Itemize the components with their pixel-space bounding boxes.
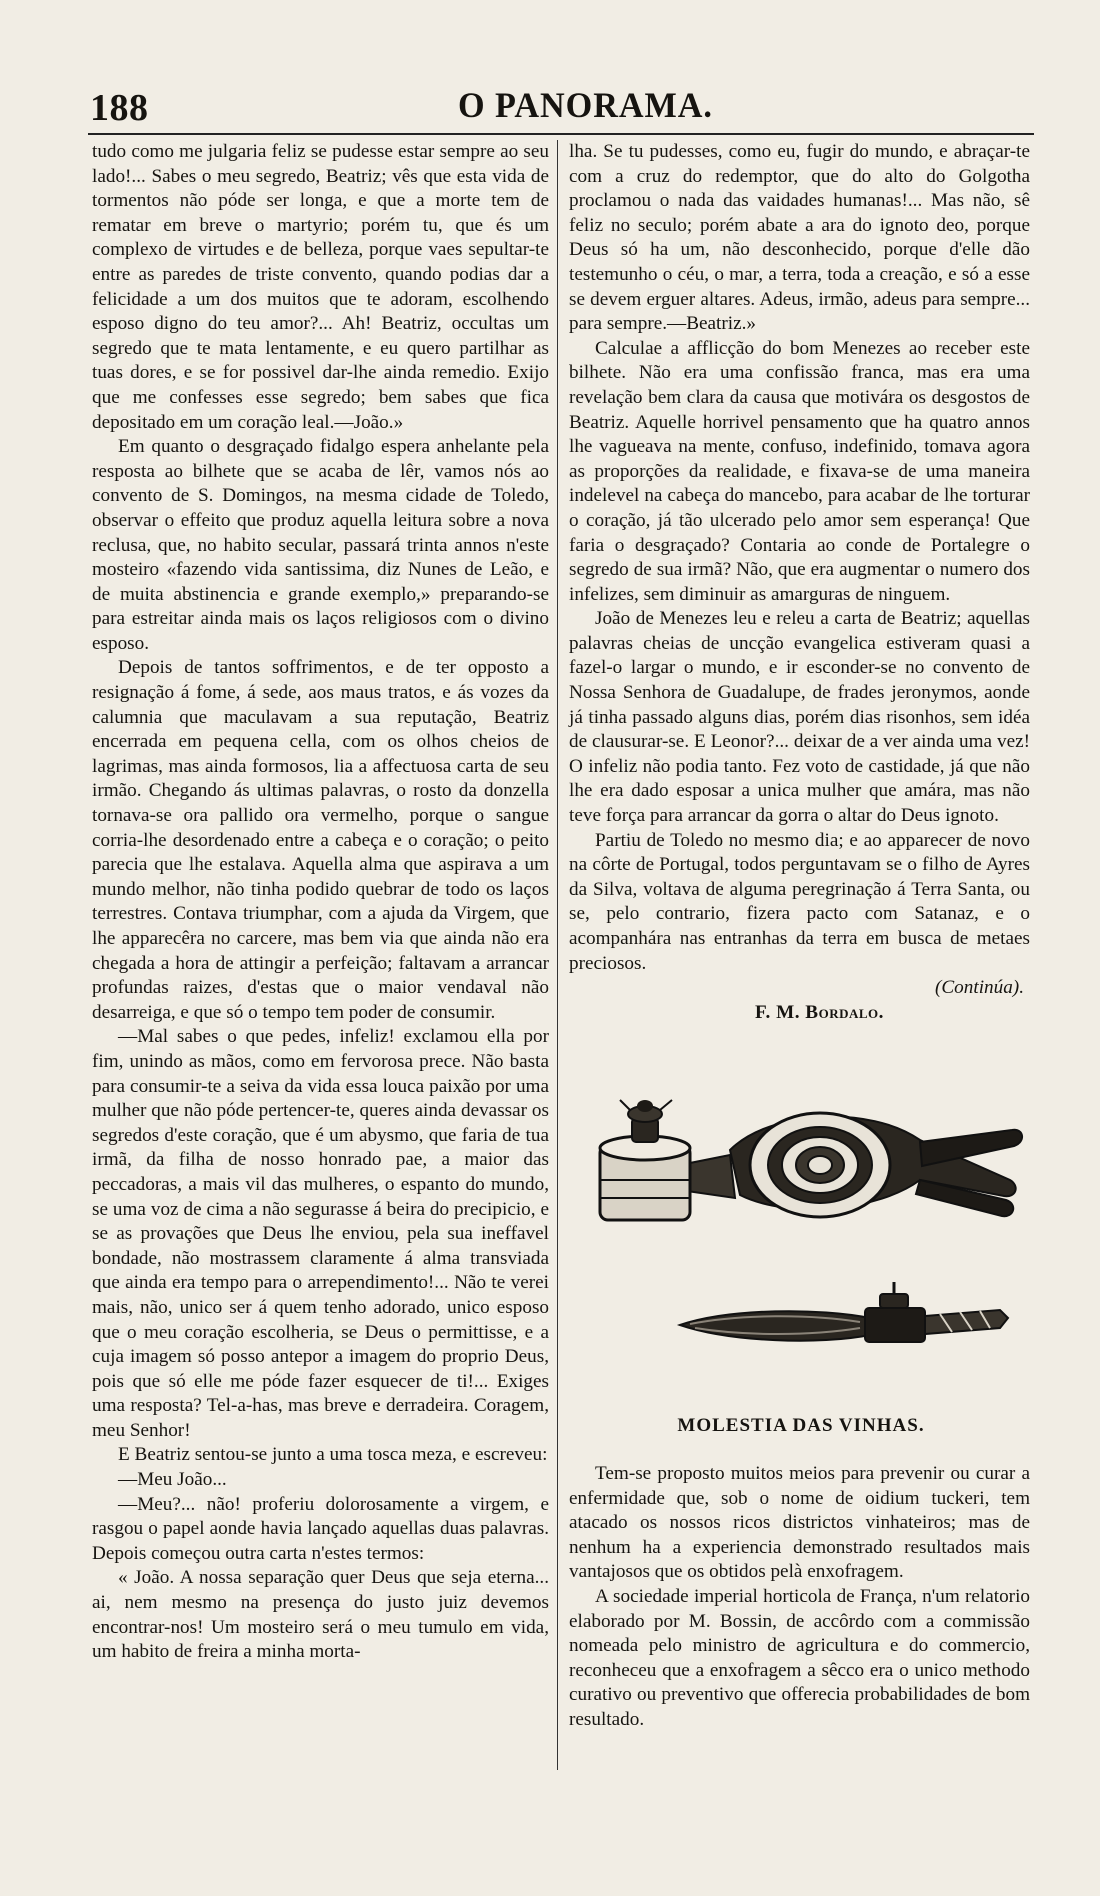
paragraph: Calculae a afflicção do bom Menezes ao receber este bilhete. Não era uma confissão franca, mas era uma revelação bem clara da causa que motivára os desgostos de Beatriz. Aquelle horrivel pensamento que ha quatro annos lhe vagueava na mente, confuso, indefinido, tomava agora as proporções da realidade, e fixava-se de uma maneira indelevel na cabeça do mancebo, para acabar de lhe torturar o coração, já tão ulcerado pelo amor sem esperança! Que faria o desgraçado? Contaria ao conde de Portalegre o segredo de sua irmã? Não, que era augmentar o numero dos infelizes, sem diminuir as amarguras de ninguem. [569,337,1030,605]
paragraph: « João. A nossa separação quer Deus que seja eterna... ai, nem mesmo na presença do justo juiz devemos encontrar-nos! Um mosteiro será o meu tumulo em vida, um habito de freira a minha morta- [92,1567,549,1663]
page-number: 188 [90,87,149,129]
continua-note: (Continúa). [934,977,1024,999]
paragraph: Partiu de Toledo no mesmo dia; e ao apparecer de novo na côrte de Portugal, todos perguntavam se o filho de Ayres da Silva, voltava de alguma peregrinação á Terra Santa, ou se, pelo contrario, fizera pacto com Satanaz, e o acompanhára nas entranhas da terra em busca de metaes preciosos. [569,829,1030,974]
paragraph: E Beatriz sentou-se junto a uma tosca meza, e escreveu: [118,1444,548,1466]
sulfur-bellows-illustration [580,1070,1030,1370]
illustration-caption: MOLESTIA DAS VINHAS. [677,1415,925,1436]
paragraph: lha. Se tu pudesses, como eu, fugir do mundo, e abraçar-te com a cruz do redemptor, que do alto do Golgotha proclamou o nada das vaidades humanas!... Mas não, sê feliz no seculo; porém abate a ara do ignoto deo, porque Deus só ha um, não desconhecido, porque d'elle dão testemunho o céu, o mar, a terra, toda a creação, e só a esse se devem erguer altares. Adeus, irmão, adeus para sempre... para sempre.—Beatriz.» [569,141,1030,335]
paragraph: tudo como me julgaria feliz se pudesse estar sempre ao seu lado!... Sabes o meu segredo, Beatriz; vês que esta vida de tormentos não póde ser longa, e que a morte tem de rematar em breve o martyrio; porém tu, que és um complexo de virtudes e de belleza, porque vaes sepultar-te entre as paredes de triste convento, quando podias dar a felicidade a um dos muitos que te adoram, escolhendo esposo digno do teu amor?... Ah! Beatriz, occultas um segredo que te mata lentamente, e eu quero partilhar as tuas dores, e se for possivel dar-lhe ainda remedio. Exijo que me confesses esse segredo; bem sabes que fica depositado em um coração leal.—João.» [92,141,549,433]
journal-title: O PANORAMA. [458,85,713,125]
paragraph: João de Menezes leu e releu a carta de Beatriz; aquellas palavras cheias de uncção evangelica estiveram quasi a fazel-o largar o mundo, e ir esconder-se no convento de Nossa Senhora de Guadalupe, de frades jeronymos, aonde já tinha passado alguns dias, porém dias risonhos, sem idéa de clausurar-se. E Leonor?... deixar de a ver ainda uma vez! O infeliz não podia tanto. Fez voto de castidade, já que não lhe era dado esposar a unica mulher que amára, mas não teve força para arrancar da gorra o altar do Deus ignoto. [569,608,1030,827]
header-rule [88,133,1034,135]
bellows-drawing [600,1100,1022,1342]
page-header [88,84,1034,130]
column-divider [557,140,558,1770]
paragraph: Em quanto o desgraçado fidalgo espera anhelante pela resposta ao bilhete que se acaba de lêr, vamos nós ao convento de S. Domingos, na mesma cidade de Toledo, observar o effeito que produz aquella leitura sobre a nova reclusa, que, no habito secular, passará trinta annos n'este mosteiro «fazendo vida santissima, diz Nunes de Leão, e de muita abstinencia e grande exemplo,» preparando-se para estreitar ainda mais os laços religiosos com o divino esposo. [92,436,549,654]
paragraph: Depois de tantos soffrimentos, e de ter opposto a resignação á fome, á sede, aos maus tratos, e ás vozes da calumnia que maculavam a sua reputação, Beatriz encerrada em pequena cella, com os olhos cheios de lagrimas, mas ainda formosos, lia a affectuosa carta de seu irmão. Chegando ás ultimas palavras, o rosto da donzella tornava-se ora pallido ora vermelho, porque o sangue corria-lhe desordenado entre a cabeça e o coração; o peito parecia que lhe estalava. Aquella alma que aspirava a um mundo melhor, não tinha podido quebrar de todo os laços terrestres. Contava triumphar, com a ajuda da Virgem, que lhe apparecêra no carcere, mas bem via que ainda não era chegada a hora de attingir a perfeição; faltavam a arrancar profundas raizes, d'estas que o maior vendaval não desarreiga, e que só o tempo tem poder de consumir. [92,657,549,1023]
paragraph: —Meu?... não! proferiu dolorosamente a virgem, e rasgou o papel aonde havia lançado aquellas duas palavras. Depois começou outra carta n'estes termos: [92,1493,549,1564]
left-column [92,140,549,1665]
paragraph: —Meu João... [118,1469,227,1491]
paragraph: A sociedade imperial horticola de França, n'um relatorio elaborado por M. Bossin, de accôrdo com a commissão nomeada pelo ministro de agricultura e do commercio, reconheceu que a enxofragem a sêcco era o unico methodo curativo ou preventivo que offerecia probabilidades de bom resultado. [569,1585,1030,1730]
author-signature: F. M. Bordalo. [755,1001,884,1023]
paragraph: —Mal sabes o que pedes, infeliz! exclamou ella por fim, unindo as mãos, como em fervorosa prece. Não basta para consumir-te a seiva da vida essa louca paixão por uma mulher que não póde pertencer-te, queres ainda devassar os segredos d'este coração, que é um abysmo, que faria de tua irmã, da filha de nosso honrado pae, a maior das peccadoras, a mais vil das mulheres, o espanto do mundo, se uma voz de cima a não segurasse á beira do precipicio, e se as provações que Deus lhe enviou, pela sua ineffavel bondade, não mostrassem claramente á alma transviada que ainda era tempo para o arrependimento!... Não te verei mais, não, unico ser á quem tenho adorado, unico esposo que o meu coração escolheria, se Deus o permittisse, e a cuja imagem só posso antepor a imagem do proprio Deus, pois que só elle me póde fazer esquecer de ti!... Exiges uma resposta? Tel-a-has, mas breve e derradeira. Coragem, meu Senhor! [92,1026,549,1441]
lower-article [569,1462,1030,1733]
paragraph: Tem-se proposto muitos meios para prevenir ou curar a enfermidade que, sob o nome de oidium tuckeri, tem atacado os nossos ricos districtos vinhateiros; mas de nenhum ha a experiencia demonstrado resultados mais vantajosos que os obtidos pelà enxofragem. [569,1463,1030,1583]
right-column [569,140,1030,1025]
